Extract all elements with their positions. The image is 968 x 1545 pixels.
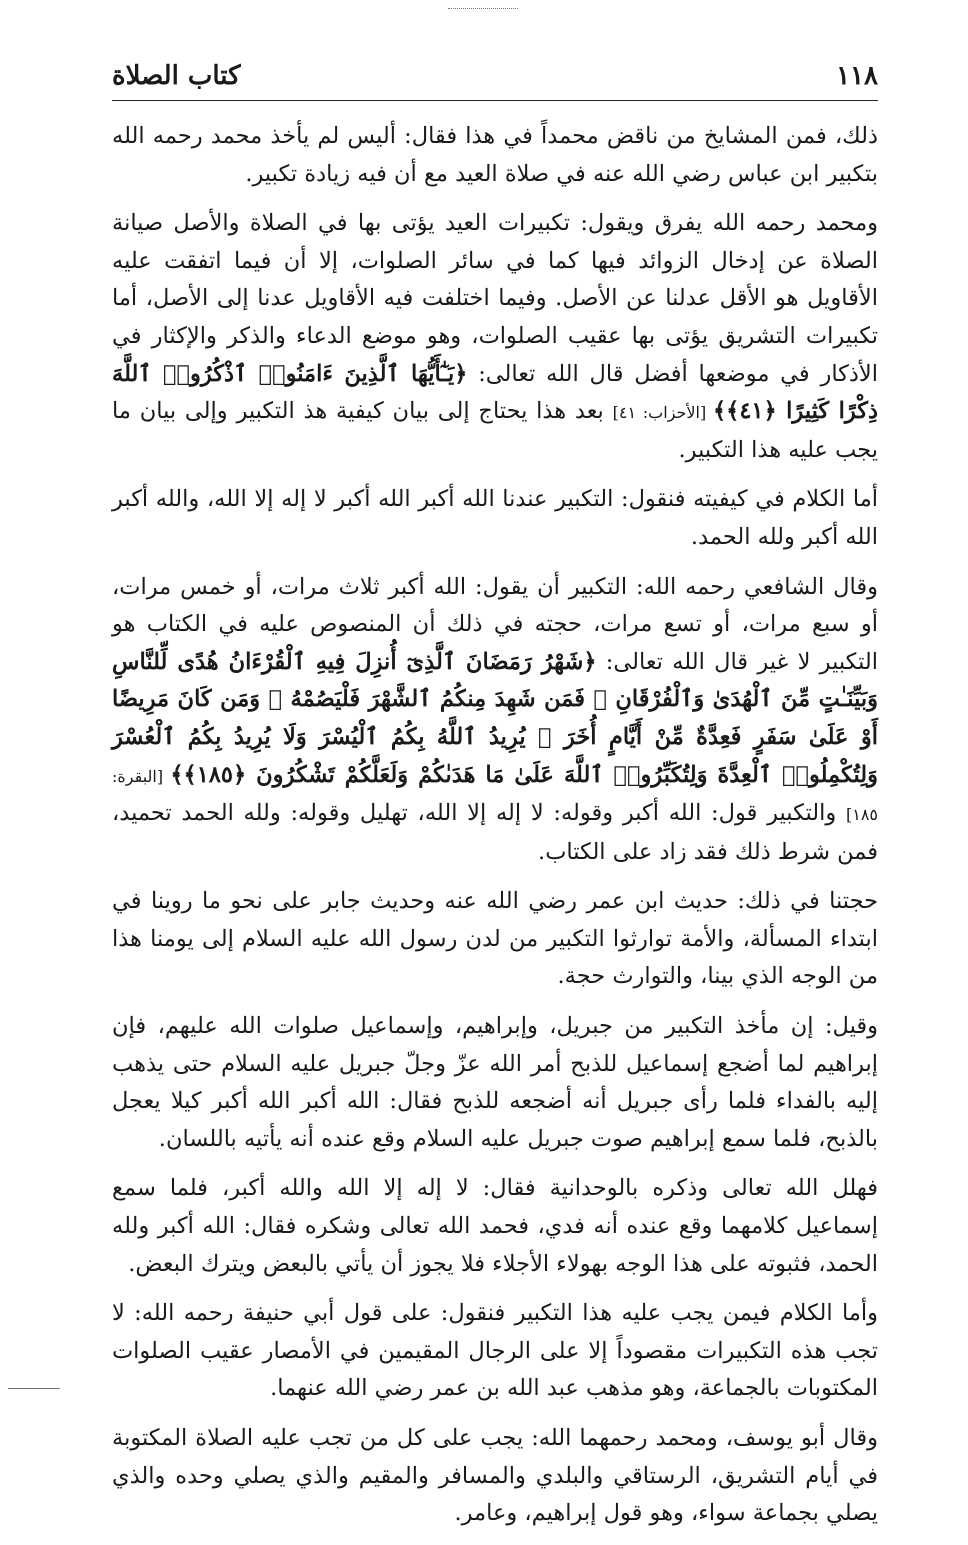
page-number: ١١٨ bbox=[836, 61, 878, 91]
paragraph bbox=[112, 569, 878, 872]
paragraph bbox=[112, 205, 878, 469]
paragraph-text: فهلل الله تعالى وذكره بالوحدانية فقال: لا إله إلا الله والله أكبر، فلما سمع إسماعيل كلامهما وقع عنده أنه فدي، فحمد الله تعالى وشكره فقال: الله أكبر ولله الحمد، فثبوته على هذا الوجه بهولاء الأجلاء فلا يجوز أن يأتي بالبعض ويترك البعض. bbox=[112, 1175, 878, 1277]
page-header bbox=[112, 58, 878, 94]
paragraph bbox=[112, 1170, 878, 1283]
quran-verse: ﴿شَهْرُ رَمَضَانَ ٱلَّذِىٓ أُنزِلَ فِيهِ ٱلْقُرْءَانُ هُدًى لِّلنَّاسِ وَبَيِّنَـٰتٍ مِّنَ ٱلْهُدَىٰ وَٱلْفُرْقَانِ ۚ فَمَن شَهِدَ مِنكُمُ ٱلشَّهْرَ فَلْيَصُمْهُ ۖ وَمَن كَانَ مَرِيضًا أَوْ عَلَىٰ سَفَرٍ فَعِدَّةٌ مِّنْ أَيَّامٍ أُخَرَ ۗ يُرِيدُ ٱللَّهُ بِكُمُ ٱلْيُسْرَ وَلَا يُرِيدُ بِكُمُ ٱلْعُسْرَ وَلِتُكْمِلُوا۟ ٱلْعِدَّةَ وَلِتُكَبِّرُوا۟ ٱللَّهَ عَلَىٰ مَا هَدَىٰكُمْ وَلَعَلَّكُمْ تَشْكُرُونَ ﴿١٨٥﴾﴾ bbox=[112, 648, 878, 788]
header-rule bbox=[112, 100, 878, 101]
page-body bbox=[112, 118, 878, 1545]
paragraph bbox=[112, 883, 878, 996]
paragraph-text: وقيل: إن مأخذ التكبير من جبريل، وإبراهيم، وإسماعيل صلوات الله عليهم، فإن إبراهيم لما أضجع إسماعيل للذبح أمر الله عزّ وجلّ جبريل عليه السلام حتى يذهب إليه بالفداء فلما رأى جبريل أنه أضجعه للذبح فقال: الله أكبر الله أكبر كيلا يعجل بالذبح، فلما سمع إبراهيم صوت جبريل عليه السلام وقع عنده أنه يأتيه باللسان. bbox=[112, 1013, 878, 1152]
paragraph bbox=[112, 1420, 878, 1533]
paragraph-text: ومحمد رحمه الله يفرق ويقول: تكبيرات العيد يؤتى بها في الصلاة والأصل صيانة الصلاة عن إدخال الزوائد فيها كما في سائر الصلوات، إلا أن فيما اتفقت عليه الأقاويل هو الأقل عدلنا عن الأصل. وفيما اختلفت فيه الأقاويل عدنا إلى الأصل، أما تكبيرات التشريق يؤتى بها عقيب الصلوات، وهو موضع الدعاء والذكر والإكثار في الأذكار في موضعها أفضل قال الله تعالى: bbox=[112, 210, 878, 387]
paragraph-text: وأما الكلام فيمن يجب عليه هذا التكبير فنقول: على قول أبي حنيفة رحمه الله: لا تجب هذه التكبيرات مقصوداً إلا على الرجال المقيمين في الأمصار عقيب الصلوات المكتوبات بالجماعة، وهو مذهب عبد الله بن عمر رضي الله عنهما. bbox=[112, 1300, 878, 1402]
paragraph bbox=[112, 1295, 878, 1408]
quran-verse: ﴿يَـٰٓأَيُّهَا ٱلَّذِينَ ءَامَنُوا۟ ٱذْكُرُوا۟ ٱللَّهَ ذِكْرًا كَثِيرًا ﴿٤١﴾﴾ bbox=[112, 360, 878, 425]
paragraph-text: حجتنا في ذلك: حديث ابن عمر رضي الله عنه وحديث جابر على نحو ما روينا في ابتداء المسألة، والأمة توارثوا التكبير من لدن رسول الله عليه السلام إلى يومنا هذا من الوجه الذي بينا، والتوارث حجة. bbox=[112, 888, 878, 990]
paragraph-text: وقال الشافعي رحمه الله: التكبير أن يقول: الله أكبر ثلاث مرات، أو خمس مرات، أو سبع مرات، أو تسع مرات، حجته في ذلك أن المنصوص عليه في الكتاب هو التكبير لا غير قال الله تعالى: bbox=[112, 573, 878, 675]
running-title: كتاب الصلاة bbox=[112, 61, 241, 91]
paragraph bbox=[112, 1008, 878, 1158]
paragraph-text: وقال أبو يوسف، ومحمد رحمهما الله: يجب على كل من تجب عليه الصلاة المكتوبة في أيام التشريق، الرستاقي والبلدي والمسافر والمقيم والذي يصلي وحده والذي يصلي بجماعة سواء، وهو قول إبراهيم، وعامر. bbox=[112, 1425, 878, 1527]
verse-reference: [البقرة: ١٨٥] bbox=[112, 766, 878, 825]
paragraph-text: ذلك، فمن المشايخ من ناقض محمداً في هذا فقال: أليس لم يأخذ محمد رحمه الله بتكبير ابن عباس رضي الله عنه في صلاة العيد مع أن فيه زيادة تكبير. bbox=[112, 123, 878, 187]
top-dotted-rule bbox=[448, 8, 518, 9]
paragraph bbox=[112, 118, 878, 193]
verse-reference: [الأحزاب: ٤١] bbox=[612, 403, 713, 423]
paragraph-text: أما الكلام في كيفيته فنقول: التكبير عندنا الله أكبر الله أكبر لا إله إلا الله، والله أكبر الله أكبر ولله الحمد. bbox=[112, 486, 878, 550]
paragraph bbox=[112, 481, 878, 556]
paragraph-text: بعد هذا يحتاج إلى بيان كيفية هذ التكبير وإلى بيان ما يجب عليه هذا التكبير. bbox=[112, 398, 878, 463]
bottom-rule bbox=[8, 1388, 60, 1389]
paragraph-text: والتكبير قول: الله أكبر وقوله: لا إله إلا الله، تهليل وقوله: ولله الحمد تحميد، فمن شرط ذلك فقد زاد على الكتاب. bbox=[112, 800, 878, 865]
